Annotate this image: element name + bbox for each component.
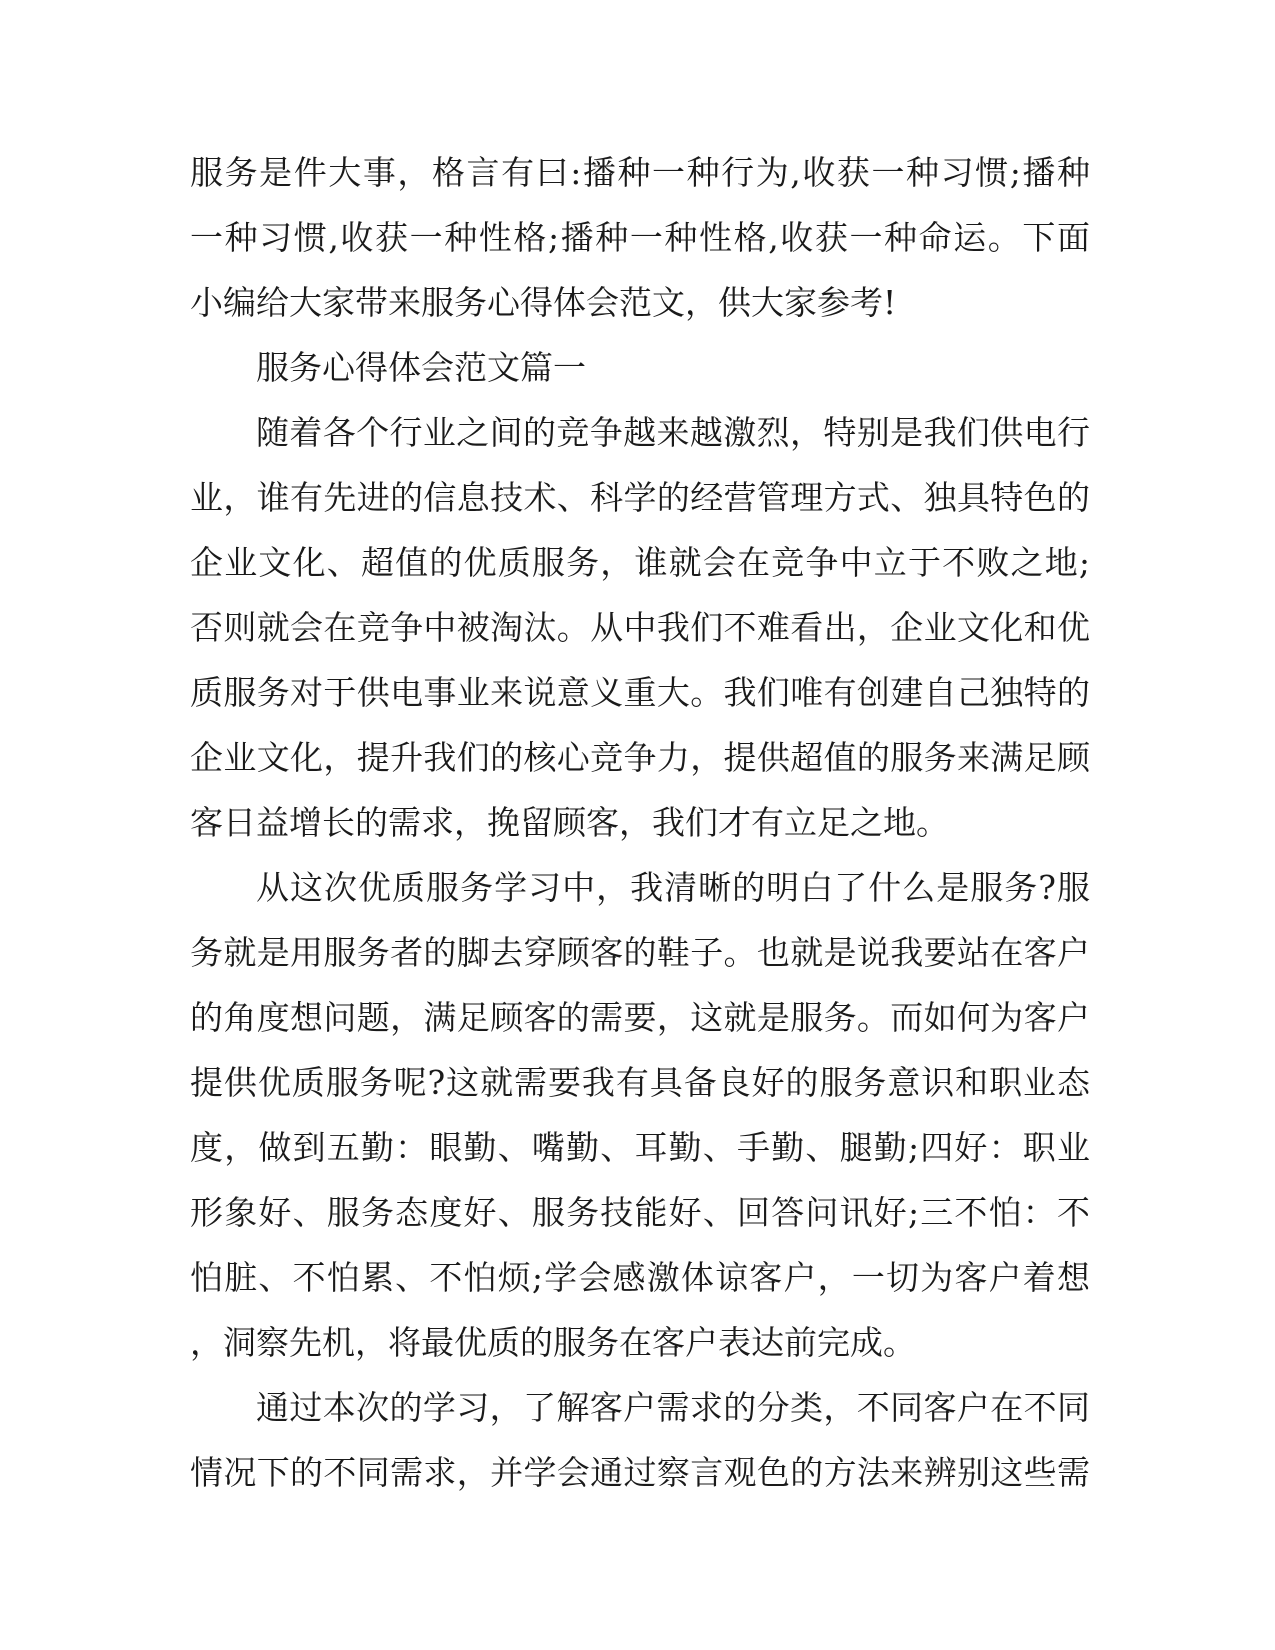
intro-paragraph <box>190 140 1090 335</box>
paragraph-1-line-7: 客日益增长的需求，挽留顾客，我们才有立足之地。 <box>190 803 949 842</box>
paragraph-1-line-3: 企业文化、超值的优质服务，谁就会在竞争中立于不败之地; <box>190 543 1090 582</box>
paragraph-2-line-8: ，洞察先机，将最优质的服务在客户表达前完成。 <box>190 1323 916 1362</box>
paragraph-2-line-2: 务就是用服务者的脚去穿顾客的鞋子。也就是说我要站在客户 <box>190 933 1090 972</box>
paragraph-3-line-2: 情况下的不同需求，并学会通过察言观色的方法来辨别这些需 <box>190 1453 1090 1492</box>
paragraph-2-line-4: 提供优质服务呢?这就需要我有具备良好的服务意识和职业态 <box>190 1063 1090 1102</box>
paragraph-3-line-1: 通过本次的学习，了解客户需求的分类，不同客户在不同 <box>256 1388 1090 1427</box>
section-heading: 服务心得体会范文篇一 <box>256 348 586 387</box>
paragraph-1-line-1: 随着各个行业之间的竞争越来越激烈，特别是我们供电行 <box>256 413 1090 452</box>
intro-line-1: 服务是件大事，格言有曰:播种一种行为,收获一种习惯;播种 <box>190 153 1090 192</box>
paragraph-2 <box>190 855 1090 1375</box>
paragraph-1-line-2: 业，谁有先进的信息技术、科学的经营管理方式、独具特色的 <box>190 478 1090 517</box>
paragraph-2-line-5: 度，做到五勤：眼勤、嘴勤、耳勤、手勤、腿勤;四好：职业 <box>190 1128 1090 1167</box>
paragraph-2-line-3: 的角度想问题，满足顾客的需要，这就是服务。而如何为客户 <box>190 998 1090 1037</box>
paragraph-1 <box>190 400 1090 855</box>
paragraph-1-line-6: 企业文化，提升我们的核心竞争力，提供超值的服务来满足顾 <box>190 738 1090 777</box>
intro-line-3: 小编给大家带来服务心得体会范文，供大家参考! <box>190 283 897 322</box>
paragraph-1-line-4: 否则就会在竞争中被淘汰。从中我们不难看出，企业文化和优 <box>190 608 1090 647</box>
intro-line-2: 一种习惯,收获一种性格;播种一种性格,收获一种命运。下面 <box>190 218 1090 257</box>
document-body <box>190 140 1090 1505</box>
paragraph-2-line-7: 怕脏、不怕累、不怕烦;学会感激体谅客户，一切为客户着想 <box>190 1258 1090 1297</box>
paragraph-2-line-6: 形象好、服务态度好、服务技能好、回答问讯好;三不怕：不 <box>190 1193 1090 1232</box>
paragraph-2-line-1: 从这次优质服务学习中，我清晰的明白了什么是服务?服 <box>256 868 1090 907</box>
paragraph-3 <box>190 1375 1090 1505</box>
paragraph-1-line-5: 质服务对于供电事业来说意义重大。我们唯有创建自己独特的 <box>190 673 1090 712</box>
